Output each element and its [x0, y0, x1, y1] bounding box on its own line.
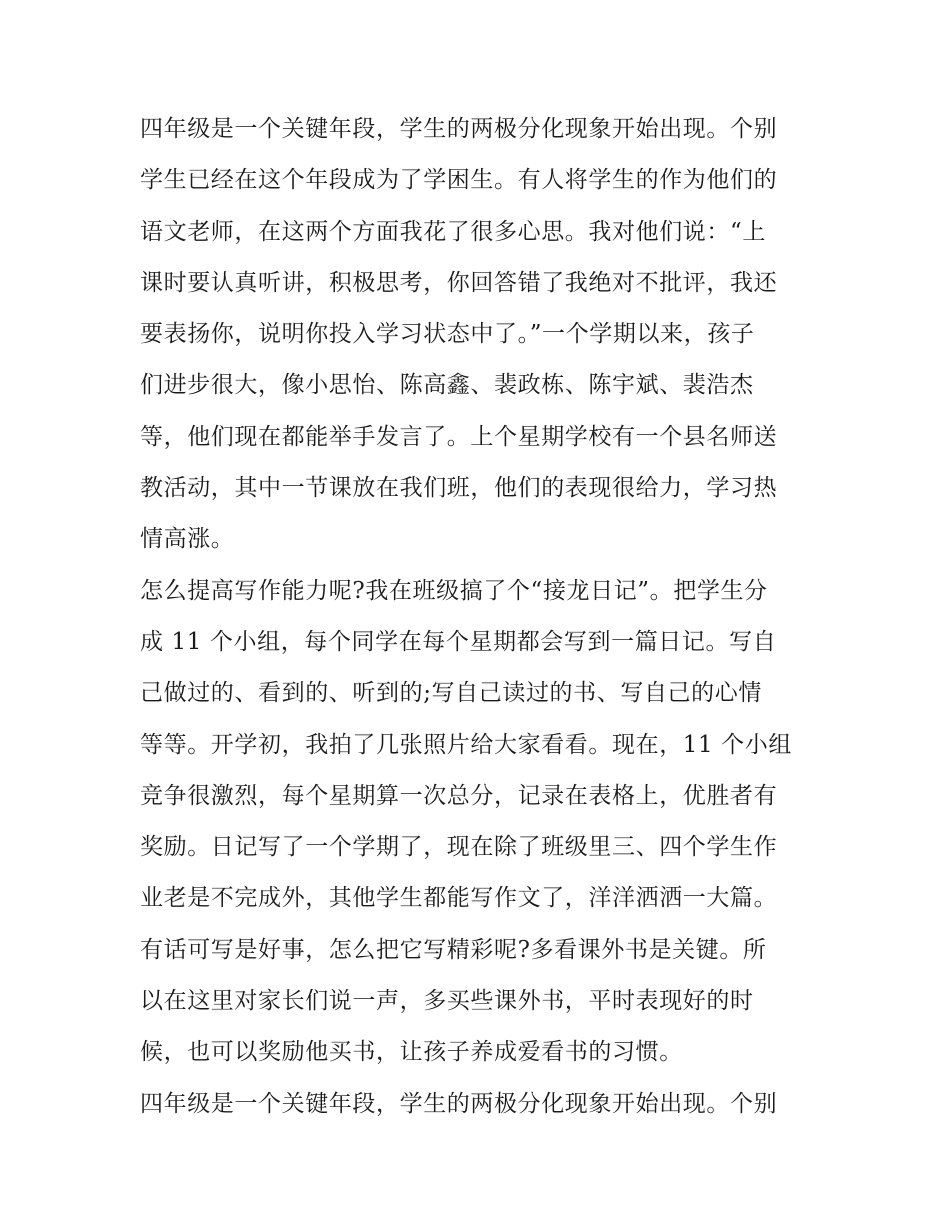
text-line: 以在这里对家长们说一声，多买些课外书，平时表现好的时 — [140, 988, 754, 1015]
text-line: 竞争很激烈，每个星期算一次总分，记录在表格上，优胜者有 — [140, 782, 778, 809]
text-line: 怎么提高写作能力呢?我在班级搞了个“接龙日记”。把学生分 — [140, 577, 768, 604]
text-line: 四年级是一个关键年段，学生的两极分化现象开始出现。个别 — [140, 1090, 778, 1117]
text-line: 有话可写是好事，怎么把它写精彩呢?多看课外书是关键。所 — [140, 936, 767, 963]
text-line: 语文老师，在这两个方面我花了很多心思。我对他们说：“上 — [140, 218, 766, 245]
document-body — [140, 104, 818, 1130]
text-line: 候，也可以奖励他买书，让孩子养成爱看书的习惯。 — [140, 1039, 683, 1066]
text-line: 奖励。日记写了一个学期了，现在除了班级里三、四个学生作 — [140, 834, 778, 861]
text-line: 要表扬你，说明你投入学习状态中了。”一个学期以来，孩子 — [140, 321, 755, 348]
text-line: 四年级是一个关键年段，学生的两极分化现象开始出现。个别 — [140, 116, 778, 142]
text-line: 等等。开学初，我拍了几张照片给大家看看。现在，11 个小组 — [140, 731, 792, 758]
text-line: 学生已经在这个年段成为了学困生。有人将学生的作为他们的 — [140, 167, 778, 194]
text-line: 课时要认真听讲，积极思考，你回答错了我绝对不批评，我还 — [140, 269, 778, 296]
paragraph-1 — [140, 104, 818, 566]
text-line: 成 11 个小组，每个同学在每个星期都会写到一篇日记。写自 — [140, 628, 777, 655]
text-line: 业老是不完成外，其他学生都能写作文了，洋洋洒洒一大篇。 — [140, 885, 778, 912]
paragraph-2 — [140, 566, 818, 1079]
text-line: 等，他们现在都能举手发言了。上个星期学校有一个县名师送 — [140, 423, 778, 450]
paragraph-3 — [140, 1079, 818, 1130]
text-line: 情高涨。 — [140, 526, 235, 553]
text-line: 教活动，其中一节课放在我们班，他们的表现很给力，学习热 — [140, 475, 778, 502]
text-line: 们进步很大，像小思怡、陈高鑫、裴政栋、陈宇斌、裴浩杰 — [140, 372, 754, 399]
text-line: 己做过的、看到的、听到的;写自己读过的书、写自己的心情 — [140, 680, 762, 707]
